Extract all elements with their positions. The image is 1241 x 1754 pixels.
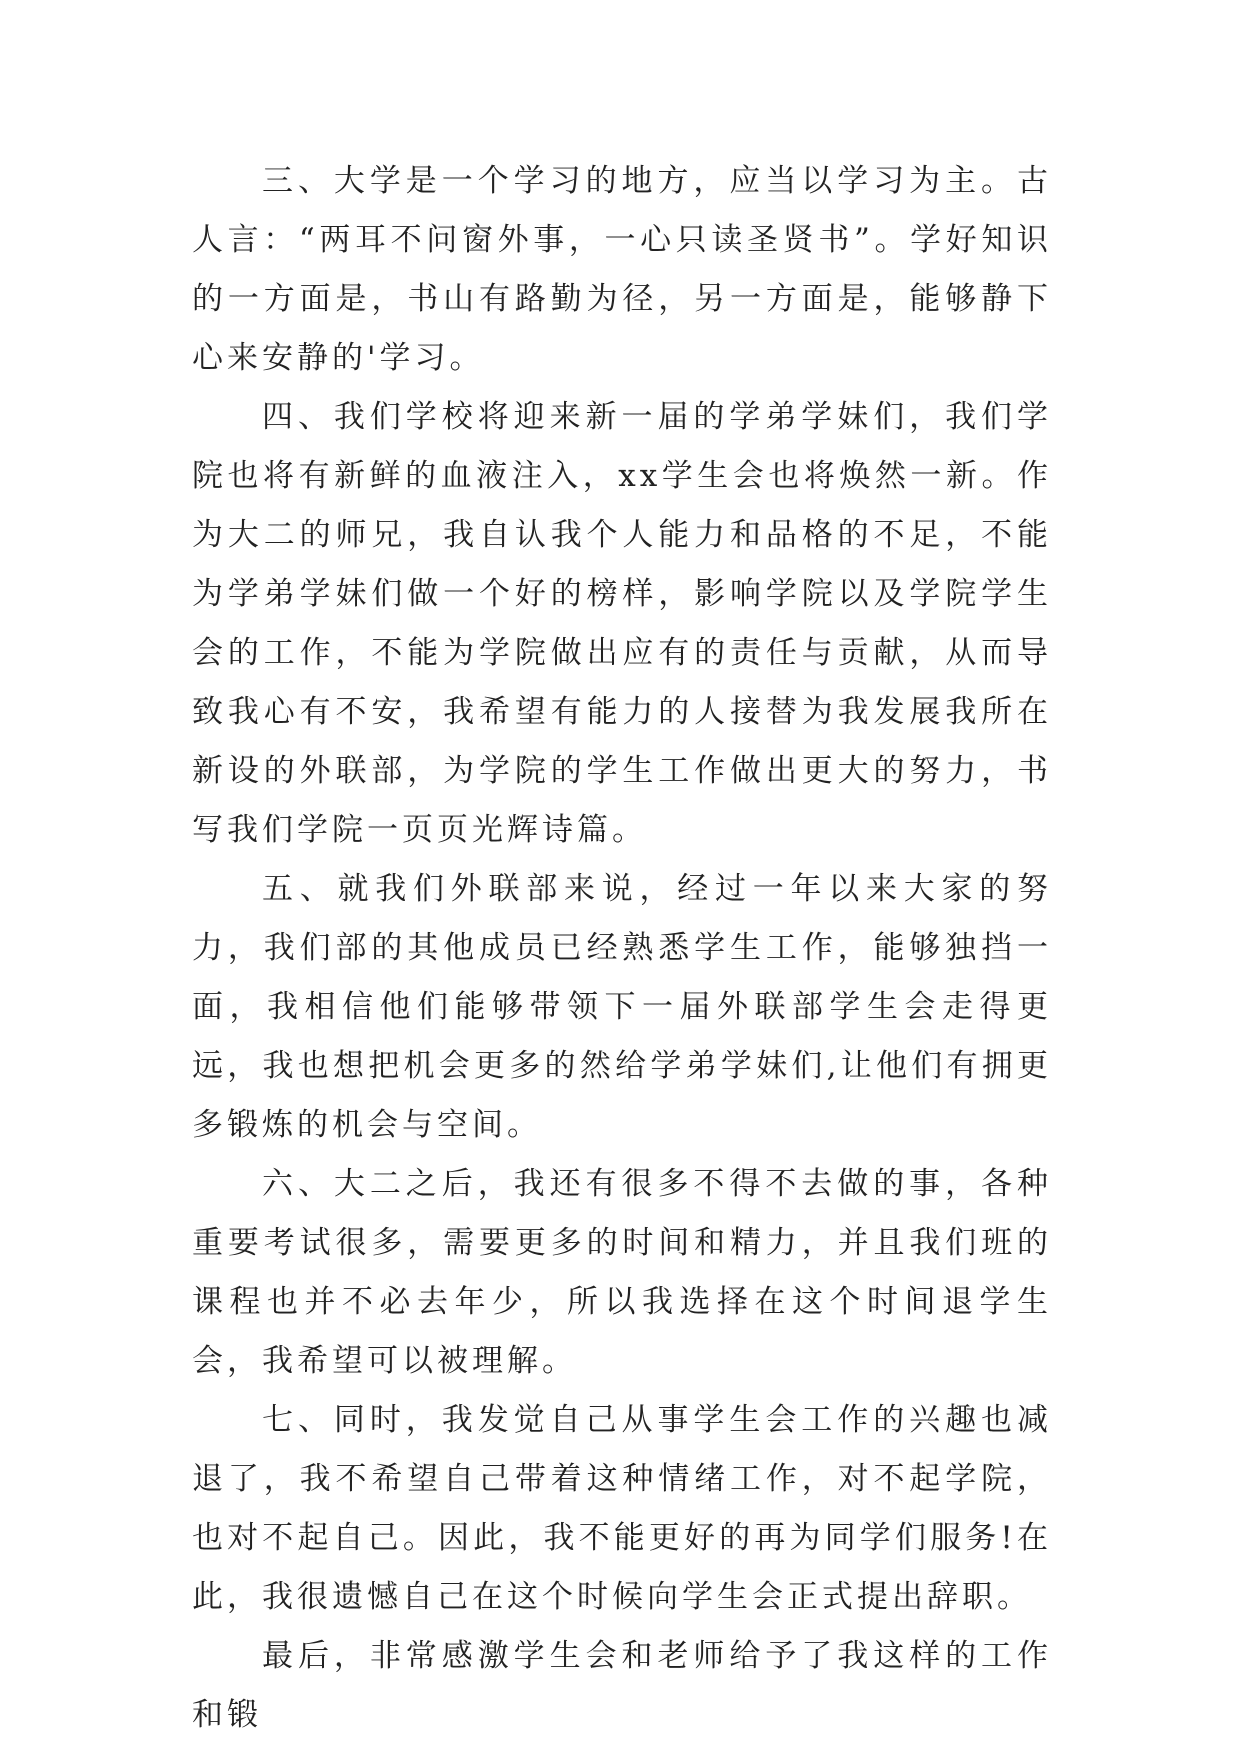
paragraph-three: 三、大学是一个学习的地方，应当以学习为主。古人言：“两耳不问窗外事，一心只读圣贤书”。学好知识的一方面是，书山有路勤为径，另一方面是，能够静下心来安静的'学习。: [192, 163, 1052, 376]
document-body: [192, 152, 1052, 1745]
paragraph-five: 五、就我们外联部来说，经过一年以来大家的努力，我们部的其他成员已经熟悉学生工作，能够独挡一面，我相信他们能够带领下一届外联部学生会走得更远，我也想把机会更多的然给学弟学妹们,让他们有拥更多锻炼的机会与空间。: [192, 871, 1052, 1143]
paragraph-final: 最后，非常感激学生会和老师给予了我这样的工作和锻: [192, 1638, 1052, 1733]
paragraph-four: 四、我们学校将迎来新一届的学弟学妹们，我们学院也将有新鲜的血液注入，xx学生会也将焕然一新。作为大二的师兄，我自认我个人能力和品格的不足，不能为学弟学妹们做一个好的榜样，影响学院以及学院学生会的工作，不能为学院做出应有的责任与贡献，从而导致我心有不安，我希望有能力的人接替为我发展我所在新设的外联部，为学院的学生工作做出更大的努力，书写我们学院一页页光辉诗篇。: [192, 399, 1052, 848]
paragraph-seven: 七、同时，我发觉自己从事学生会工作的兴趣也减退了，我不希望自己带着这种情绪工作，对不起学院，也对不起自己。因此，我不能更好的再为同学们服务!在此，我很遗憾自己在这个时候向学生会正式提出辞职。: [192, 1402, 1052, 1615]
paragraph-six: 六、大二之后，我还有很多不得不去做的事，各种重要考试很多，需要更多的时间和精力，并且我们班的课程也并不必去年少，所以我选择在这个时间退学生会，我希望可以被理解。: [192, 1166, 1052, 1379]
